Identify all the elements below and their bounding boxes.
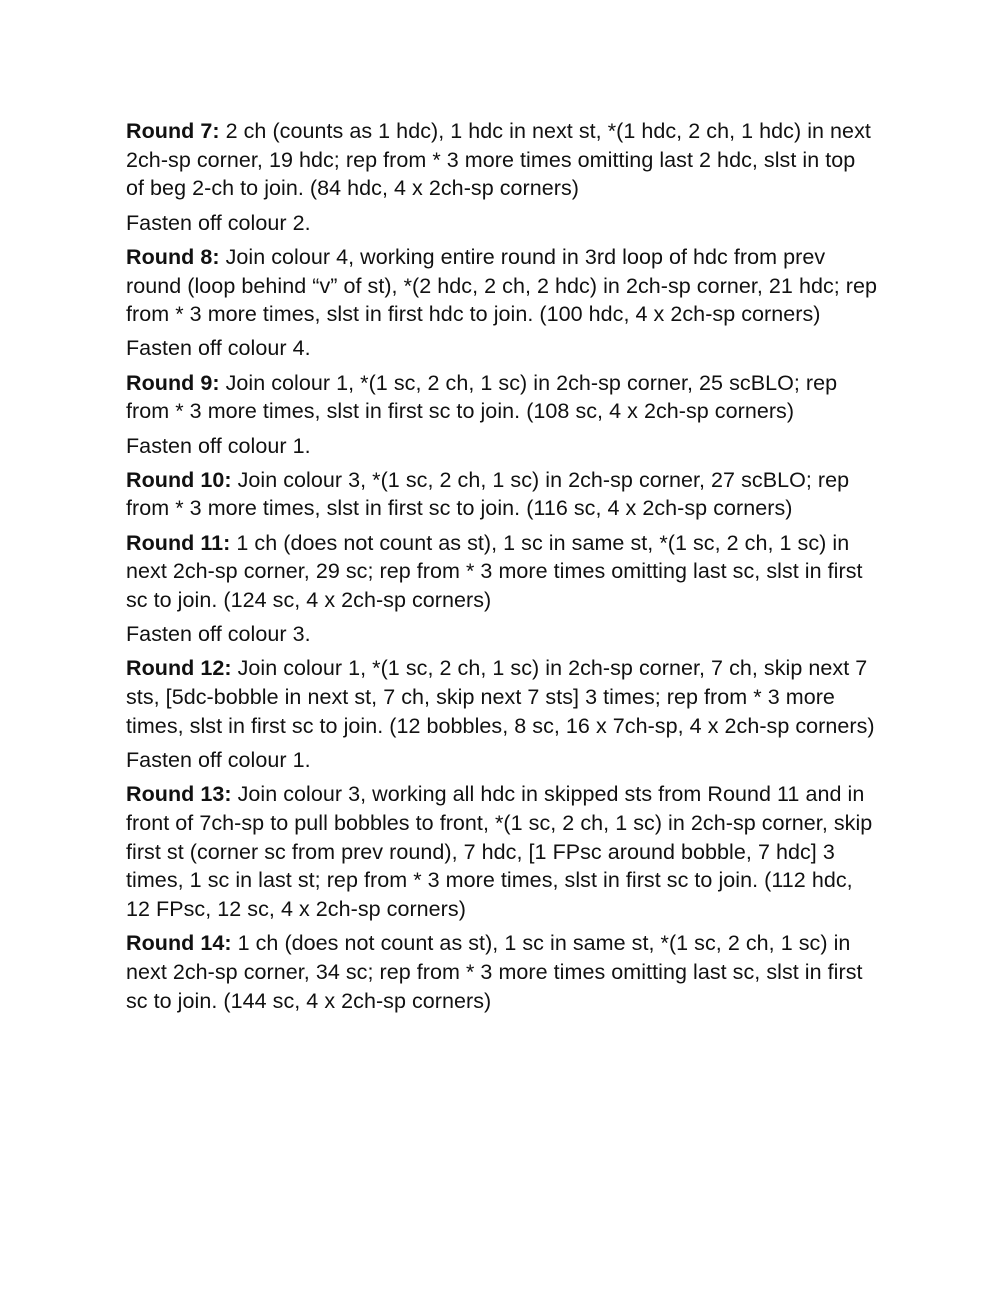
round-13-instruction [126, 780, 878, 924]
round-10-instruction [126, 466, 878, 523]
round-12-instruction [126, 654, 878, 740]
instruction-text: Join colour 1, *(1 sc, 2 ch, 1 sc) in 2ch-sp corner, 25 scBLO; rep from * 3 more times, slst in first sc to join. (108 sc, 4 x 2ch-sp corners) [126, 370, 838, 424]
instruction-text: Fasten off colour 2. [126, 210, 311, 235]
instruction-text: Fasten off colour 3. [126, 622, 311, 647]
round-9-instruction [126, 369, 878, 426]
round-label: Round 10: [126, 467, 232, 492]
fasten-off-note [126, 334, 878, 363]
round-8-instruction [126, 243, 878, 329]
round-14-instruction [126, 929, 878, 1015]
instruction-text: Join colour 4, working entire round in 3rd loop of hdc from prev round (loop behind “v” of st), *(2 hdc, 2 ch, 2 hdc) in 2ch-sp corner, 21 hdc; rep from * 3 more times, slst in first hdc to join. (100 hdc, 4 x 2ch-sp corners) [126, 244, 878, 327]
round-label: Round 11: [126, 530, 231, 555]
round-7-instruction [126, 117, 878, 203]
pattern-page [126, 117, 878, 1021]
instruction-text: Fasten off colour 1. [126, 748, 311, 773]
instruction-text: Join colour 3, *(1 sc, 2 ch, 1 sc) in 2ch-sp corner, 27 scBLO; rep from * 3 more times, slst in first sc to join. (116 sc, 4 x 2ch-sp corners) [126, 467, 850, 521]
round-label: Round 8: [126, 244, 220, 269]
round-11-instruction [126, 529, 878, 615]
instruction-text: 2 ch (counts as 1 hdc), 1 hdc in next st, *(1 hdc, 2 ch, 1 hdc) in next 2ch-sp corner, 19 hdc; rep from * 3 more times omitting last 2 hdc, slst in top of beg 2-ch to join. (84 hdc, 4 x 2ch-sp corners) [126, 119, 871, 201]
round-label: Round 14: [126, 931, 232, 956]
round-label: Round 7: [126, 119, 220, 143]
instruction-text: 1 ch (does not count as st), 1 sc in same st, *(1 sc, 2 ch, 1 sc) in next 2ch-sp corner, 34 sc; rep from * 3 more times omitting last sc, slst in first sc to join. (144 sc, 4 x 2ch-sp corners) [126, 931, 863, 1013]
instruction-text: Join colour 1, *(1 sc, 2 ch, 1 sc) in 2ch-sp corner, 7 ch, skip next 7 sts, [5dc-bobble in next st, 7 ch, skip next 7 sts] 3 times; rep from * 3 more times, slst in first sc to join. (12 bobbles, 8 sc, 16 x 7ch-sp, 4 x 2ch-sp corners) [126, 656, 875, 738]
instruction-text: Fasten off colour 4. [126, 336, 311, 361]
round-label: Round 13: [126, 782, 232, 807]
round-label: Round 12: [126, 656, 232, 681]
fasten-off-note [126, 209, 878, 238]
round-label: Round 9: [126, 370, 220, 395]
fasten-off-note [126, 746, 878, 775]
instruction-text: Join colour 3, working all hdc in skipped sts from Round 11 and in front of 7ch-sp to pull bobbles to front, *(1 sc, 2 ch, 1 sc) in 2ch-sp corner, skip first st (corner sc from prev round), 7 hdc, [1 FPsc around bobble, 7 hdc] 3 times, 1 sc in last st; rep from * 3 more times, slst in first sc to join. (112 hdc, 12 FPsc, 12 sc, 4 x 2ch-sp corners) [126, 782, 873, 922]
fasten-off-note [126, 432, 878, 461]
instruction-text: Fasten off colour 1. [126, 433, 311, 458]
fasten-off-note [126, 620, 878, 649]
instruction-text: 1 ch (does not count as st), 1 sc in same st, *(1 sc, 2 ch, 1 sc) in next 2ch-sp corner, 29 sc; rep from * 3 more times omitting last sc, slst in first sc to join. (124 sc, 4 x 2ch-sp corners) [126, 530, 863, 613]
